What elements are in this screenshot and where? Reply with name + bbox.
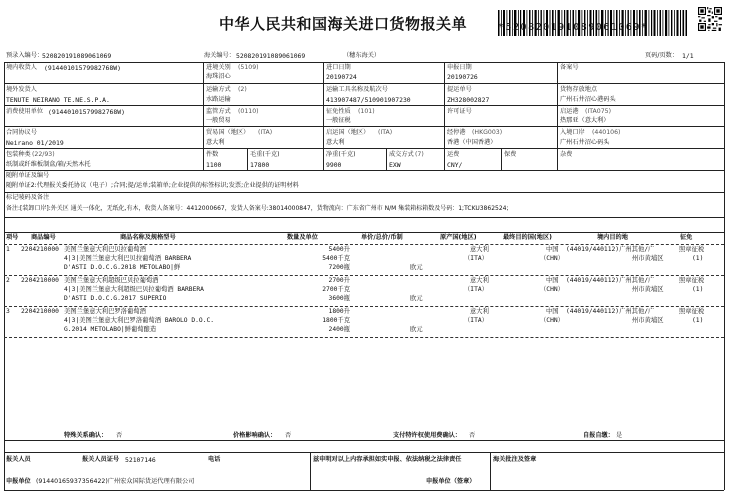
pre-entry-label: 预录入编号： — [6, 52, 44, 59]
special-relation-value: 否 — [116, 432, 123, 439]
unit-label: 申报单位 — [6, 478, 31, 485]
import-date-value: 20190724 — [326, 73, 357, 81]
supervision-label: 监管方式 — [206, 108, 231, 115]
goods-hs: 2204210000 — [21, 246, 59, 253]
departure-port-label: 启运港 — [560, 108, 579, 115]
deal-label: 成交方式 — [389, 151, 414, 158]
tax-label: 征免性质 — [326, 108, 351, 115]
transit-port-value: 香港（中国香港） — [447, 139, 497, 146]
goods-qty3: 3600瓶 — [328, 295, 350, 302]
price-impact-value: 否 — [285, 432, 292, 439]
customs-sign-label: 海关批注及签章 — [493, 456, 537, 463]
goods-exemption1: 照章征税 — [679, 308, 705, 315]
goods-qty3: 2400瓶 — [328, 326, 350, 333]
freight-label: 运费 — [447, 151, 460, 158]
freight-value: CNY/ — [447, 161, 463, 169]
col-item-no: 项号 — [6, 234, 19, 241]
net-weight-value: 9900 — [326, 161, 342, 169]
col-price: 单价/总价/币制 — [361, 234, 403, 241]
goods-exemption2: (1) — [692, 317, 704, 324]
goods-origin1: 意大利 — [470, 308, 489, 315]
legal-statement: 兹申明对以上内容承担如实申报、依法纳税之法律责任 — [313, 456, 462, 463]
goods-name-line2: 4|3|美图兰堡意大利巴罗洛葡萄酒 BAROLO D.O.C. — [64, 317, 215, 324]
pieces-label: 件数 — [206, 151, 219, 158]
goods-name-line3: D'ASTI D.O.C.G.2017 SUPERIO — [64, 295, 167, 302]
page-title: 中华人民共和国海关进口货物报关单 — [219, 15, 468, 33]
entry-port-code: (5109) — [238, 64, 259, 71]
deal-code: (7) — [415, 151, 424, 158]
goods-name-line1: 美图兰堡意大利巴贝拉葡萄酒 — [64, 246, 146, 253]
goods-dest1: 中国 — [546, 277, 559, 284]
royalty-label: 支付特许权使用费确认： — [393, 432, 462, 439]
self-pay-label: 自报自缴： — [583, 432, 614, 439]
barcode-text: *520820191089061069* — [498, 22, 649, 33]
vessel-value: 413907487/510901907230 — [326, 96, 411, 104]
declarer-label: 报关人员 — [6, 456, 31, 463]
overseas-shipper-label: 境外发货人 — [6, 86, 37, 93]
misc-label: 杂费 — [560, 151, 573, 158]
pieces-value: 1100 — [206, 161, 222, 169]
consignee-value: (91440101579982768W) — [44, 64, 121, 72]
declarer-cert-value: 52107146 — [125, 456, 156, 464]
consignee-label: 境内收货人 — [6, 64, 37, 71]
origin-country-label: 启运国（地区） — [326, 129, 370, 136]
entry-place-code: (440106) — [592, 129, 621, 136]
goods-domestic2: 州市黄埔区 — [632, 255, 664, 262]
goods-origin2: （ITA） — [464, 317, 488, 324]
origin-country-code: (ITA) — [378, 129, 393, 136]
marks-value: 备注:[装卸口岸]:外关区 通关一体化，无纸化,有木，收货人备案号：4412000667，发货人备案号:38014000847，货物流向：广东省广州市 N/M 集装箱标箱数及号码：1;TCKU3862524; — [6, 205, 509, 212]
col-quantity: 数量及单位 — [287, 234, 318, 241]
import-date-label: 进口日期 — [326, 64, 351, 71]
deal-value: EXW — [389, 161, 401, 169]
supervision-code: (0110) — [238, 108, 259, 115]
package-value: 纸制或纤维板制盒/箱/天然木托 — [6, 161, 91, 168]
transit-port-label: 经停港 — [447, 129, 466, 136]
goods-qty2: 5400千克 — [322, 255, 350, 262]
package-code: (22/93) — [32, 151, 55, 158]
goods-hs: 2204210000 — [21, 277, 59, 284]
goods-domestic1: (44019/440112)广州其他/广 — [566, 246, 655, 253]
goods-name-line2: 4|3|美图兰堡意大利巴贝拉葡萄酒 BARBERA — [64, 255, 192, 262]
consumer-label: 消费使用单位 — [6, 108, 44, 115]
goods-qty1: 1800升 — [328, 308, 350, 315]
net-weight-label: 净重(千克) — [326, 151, 356, 158]
col-exemption: 征免 — [680, 234, 693, 241]
goods-qty3: 7200瓶 — [328, 264, 350, 271]
phone-label: 电话 — [208, 456, 221, 463]
gross-weight-value: 17800 — [250, 161, 270, 169]
trade-country-code: (ITA) — [258, 129, 273, 136]
entry-place-value: 广州石井沼心码头 — [560, 139, 610, 146]
customs-number-label: 海关编号： — [204, 52, 235, 59]
goods-domestic2: 州市黄埔区 — [632, 317, 664, 324]
col-domestic-destination: 境内目的地 — [597, 234, 628, 241]
transit-port-code: (HKG003) — [472, 129, 503, 136]
unit-value: (91440165937356422)广州宏众国际货运代理有限公司 — [36, 478, 195, 485]
declarer-cert-label: 报关人员证号 — [82, 456, 120, 463]
page-number: 1/1 — [682, 52, 694, 60]
docs-value: 随附单证2:代理报关委托协议（电子）;合同;提/运单;装箱单;企业提供的标签标识;发票;企业提供的证明材料 — [6, 182, 299, 189]
storage-value: 广州石井沼心港码头 — [560, 96, 616, 103]
goods-no: 2 — [6, 277, 10, 284]
col-origin: 原产国(地区) — [440, 234, 477, 241]
trade-country-label: 贸易国（地区） — [206, 129, 250, 136]
license-label: 许可证号 — [447, 108, 472, 115]
goods-domestic1: (44019/440112)广州其他/广 — [566, 277, 655, 284]
goods-exemption1: 照章征税 — [679, 277, 705, 284]
goods-origin1: 意大利 — [470, 277, 489, 284]
goods-qty1: 5400升 — [328, 246, 350, 253]
transport-mode-label: 运输方式 — [206, 86, 231, 93]
overseas-shipper-value: TENUTE NEIRANO TE.NE.S.P.A. — [6, 96, 110, 104]
goods-name-line3: G.2014 METOLABO|鲜葡萄酿造 — [64, 326, 157, 333]
goods-origin2: （ITA） — [464, 255, 488, 262]
goods-dest2: （CHN） — [540, 317, 564, 324]
unit-seal-label: 申报单位（签章） — [426, 478, 476, 485]
contract-value: Neirano 01/2019 — [6, 139, 64, 147]
goods-dest2: （CHN） — [540, 255, 564, 262]
goods-name-line3: D'ASTI D.O.C.G.2018 METOLABO|鲜 — [64, 264, 181, 271]
goods-origin1: 意大利 — [470, 246, 489, 253]
insurance-label: 保费 — [504, 151, 517, 158]
marks-label: 标记唛码及备注 — [6, 194, 50, 201]
goods-exemption2: (1) — [692, 255, 704, 262]
goods-dest1: 中国 — [546, 246, 559, 253]
page-label: 页码/页数： — [645, 52, 679, 59]
goods-currency: 欧元 — [410, 326, 423, 333]
transport-mode-code: (2) — [238, 86, 247, 93]
tax-value: 一般征税 — [326, 117, 351, 124]
entry-place-label: 入境口岸 — [560, 129, 585, 136]
vessel-label: 运输工具名称及航次号 — [326, 86, 388, 93]
goods-qty2: 1800千克 — [322, 317, 350, 324]
royalty-value: 否 — [469, 432, 476, 439]
goods-currency: 欧元 — [410, 264, 423, 271]
goods-name-line1: 美图兰堡意大利巴罗洛葡萄酒 — [64, 308, 146, 315]
goods-hs: 2204210000 — [21, 308, 59, 315]
package-label: 包装种类 — [6, 151, 31, 158]
goods-exemption1: 照章征税 — [679, 246, 705, 253]
goods-exemption2: (1) — [692, 286, 704, 293]
declare-date-label: 申报日期 — [447, 64, 472, 71]
departure-port-code: (ITA075) — [585, 108, 611, 115]
entry-port-label: 进境关别 — [206, 64, 231, 71]
customs-number: 520820191089061069 — [236, 52, 306, 60]
price-impact-label: 价格影响确认： — [233, 432, 277, 439]
supervision-value: 一般贸易 — [206, 117, 231, 124]
transport-mode-value: 水路运输 — [206, 96, 231, 103]
record-no-label: 备案号 — [560, 64, 579, 71]
customs-office: （穗东海关） — [343, 52, 381, 59]
docs-label: 随附单证及编号 — [6, 172, 50, 179]
goods-no: 3 — [6, 308, 10, 315]
contract-label: 合同协议号 — [6, 129, 37, 136]
goods-origin2: （ITA） — [464, 286, 488, 293]
self-pay-value: 是 — [616, 432, 623, 439]
entry-port-value: 海珠沼心 — [206, 73, 231, 80]
declare-date-value: 20190726 — [447, 73, 478, 81]
goods-name-line1: 美图兰堡意大利超级巴贝拉葡萄酒 — [64, 277, 159, 284]
col-destination: 最终目的国(地区) — [503, 234, 552, 241]
origin-country-value: 意大利 — [326, 139, 345, 146]
goods-currency: 欧元 — [410, 295, 423, 302]
trade-country-value: 意大利 — [206, 139, 225, 146]
bl-no-label: 提运单号 — [447, 86, 472, 93]
bl-no-value: ZH328002827 — [447, 96, 490, 104]
col-hs-code: 商品编号 — [31, 234, 56, 241]
goods-qty1: 2700升 — [328, 277, 350, 284]
col-goods-name: 商品名称及规格型号 — [120, 234, 176, 241]
tax-code: (101) — [358, 108, 375, 115]
goods-dest1: 中国 — [546, 308, 559, 315]
goods-name-line2: 4|3|美图兰堡意大利超级巴贝拉葡萄酒 BARBERA — [64, 286, 204, 293]
departure-port-value: 热那亚（意大利） — [560, 117, 610, 124]
goods-dest2: （CHN） — [540, 286, 564, 293]
goods-domestic2: 州市黄埔区 — [632, 286, 664, 293]
consumer-value: (91440101579982768W) — [48, 108, 125, 116]
storage-label: 货物存放地点 — [560, 86, 598, 93]
goods-domestic1: (44019/440112)广州其他/广 — [566, 308, 655, 315]
gross-weight-label: 毛重(千克) — [250, 151, 280, 158]
goods-qty2: 2700千克 — [322, 286, 350, 293]
qr-code-icon — [698, 6, 722, 32]
goods-no: 1 — [6, 246, 10, 253]
pre-entry-number: 520820191089061069 — [42, 52, 112, 60]
special-relation-label: 特殊关系确认： — [64, 432, 108, 439]
